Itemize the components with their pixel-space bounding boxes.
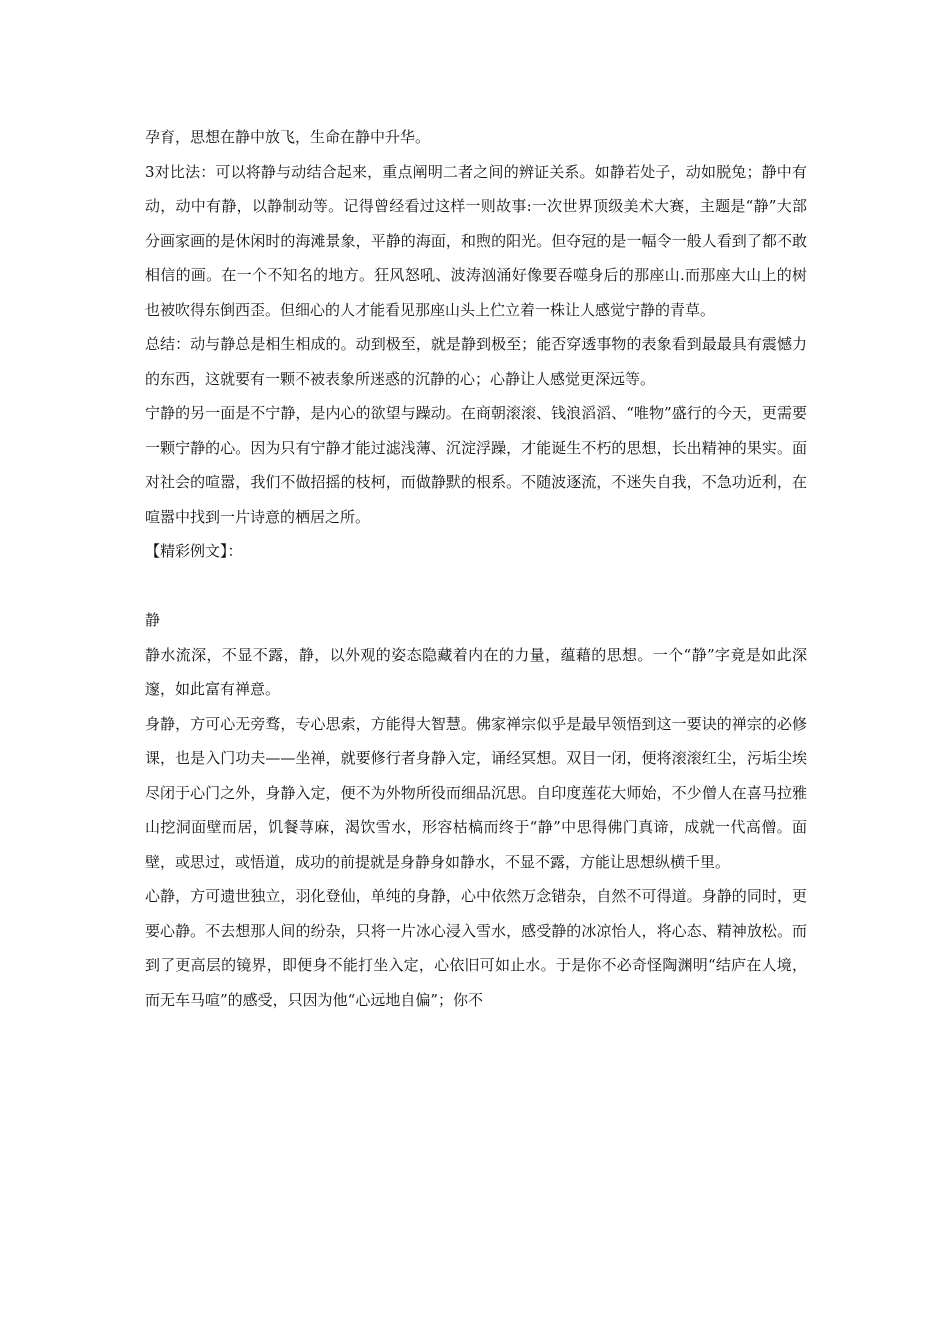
paragraph-summary: 总结：动与静总是相生相成的。动到极至，就是静到极至；能否穿透事物的表象看到最最具有震憾力的东西，这就要有一颗不被表象所迷惑的沉静的心；心静让人感觉更深远等。	[145, 335, 807, 388]
paragraph-tranquility: 宁静的另一面是不宁静，是内心的欲望与躁动。在商朝滚滚、钱浪滔滔、“唯物”盛行的今天，更需要一颗宁静的心。因为只有宁静才能过滤浅薄、沉淀浮躁，才能诞生不朽的思想，长出精神的果实。面对社会的喧嚣，我们不做招摇的枝柯，而做静默的根系。不随波逐流，不迷失自我，不急功近利，在喧嚣中找到一片诗意的栖居之所。	[145, 404, 807, 526]
essay-title: 静	[145, 611, 161, 629]
document-body	[145, 120, 807, 1017]
essay-paragraph-1: 静水流深，不显不露，静，以外观的姿态隐藏着内在的力量，蕴藉的思想。一个“静”字竟是如此深邃，如此富有禅意。	[145, 645, 807, 698]
essay-paragraph-2: 身静，方可心无旁骛，专心思索，方能得大智慧。佛家禅宗似乎是最早领悟到这一要诀的禅宗的必修课，也是入门功夫——坐禅，就要修行者身静入定，诵经冥想。双目一闭，便将滚滚红尘，污垢尘埃尽闭于心门之外，身静入定，便不为外物所役而细品沉思。自印度莲花大师始，不少僧人在喜马拉雅山挖洞面壁而居，饥餐荨麻，渴饮雪水，形容枯槁而终于“静”中思得佛门真谛，成就一代高僧。面壁，或思过，或悟道，成功的前提就是身静身如静水，不显不露，方能让思想纵横千里。	[145, 714, 807, 871]
section-heading-example-essay: 【精彩例文】：	[145, 542, 243, 560]
essay-paragraph-3: 心静，方可遗世独立，羽化登仙，单纯的身静，心中依然万念错杂，自然不可得道。身静的同时，更要心静。不去想那人间的纷杂，只将一片冰心浸入雪水，感受静的冰凉怡人，将心态、精神放松。而到了更高层的镜界，即便身不能打坐入定，心依旧可如止水。于是你不必奇怪陶渊明“结庐在人境，而无车马喧”的感受，只因为他“心远地自偏”；你不	[145, 887, 807, 1009]
paragraph-intro-end: 孕育，思想在静中放飞，生命在静中升华。	[145, 128, 431, 146]
blank-line	[145, 569, 807, 604]
paragraph-contrast-method: 3对比法：可以将静与动结合起来，重点阐明二者之间的辨证关系。如静若处子，动如脱兔；静中有动，动中有静，以静制动等。记得曾经看过这样一则故事:一次世界顶级美术大赛，主题是“静”大部分画家画的是休闲时的海滩景象，平静的海面，和煦的阳光。但夺冠的是一幅令一般人看到了都不敢相信的画。在一个不知名的地方。狂风怒吼、波涛汹涌好像要吞噬身后的那座山.而那座大山上的树也被吹得东倒西歪。但细心的人才能看见那座山头上伫立着一株让人感觉宁静的青草。	[145, 162, 807, 319]
